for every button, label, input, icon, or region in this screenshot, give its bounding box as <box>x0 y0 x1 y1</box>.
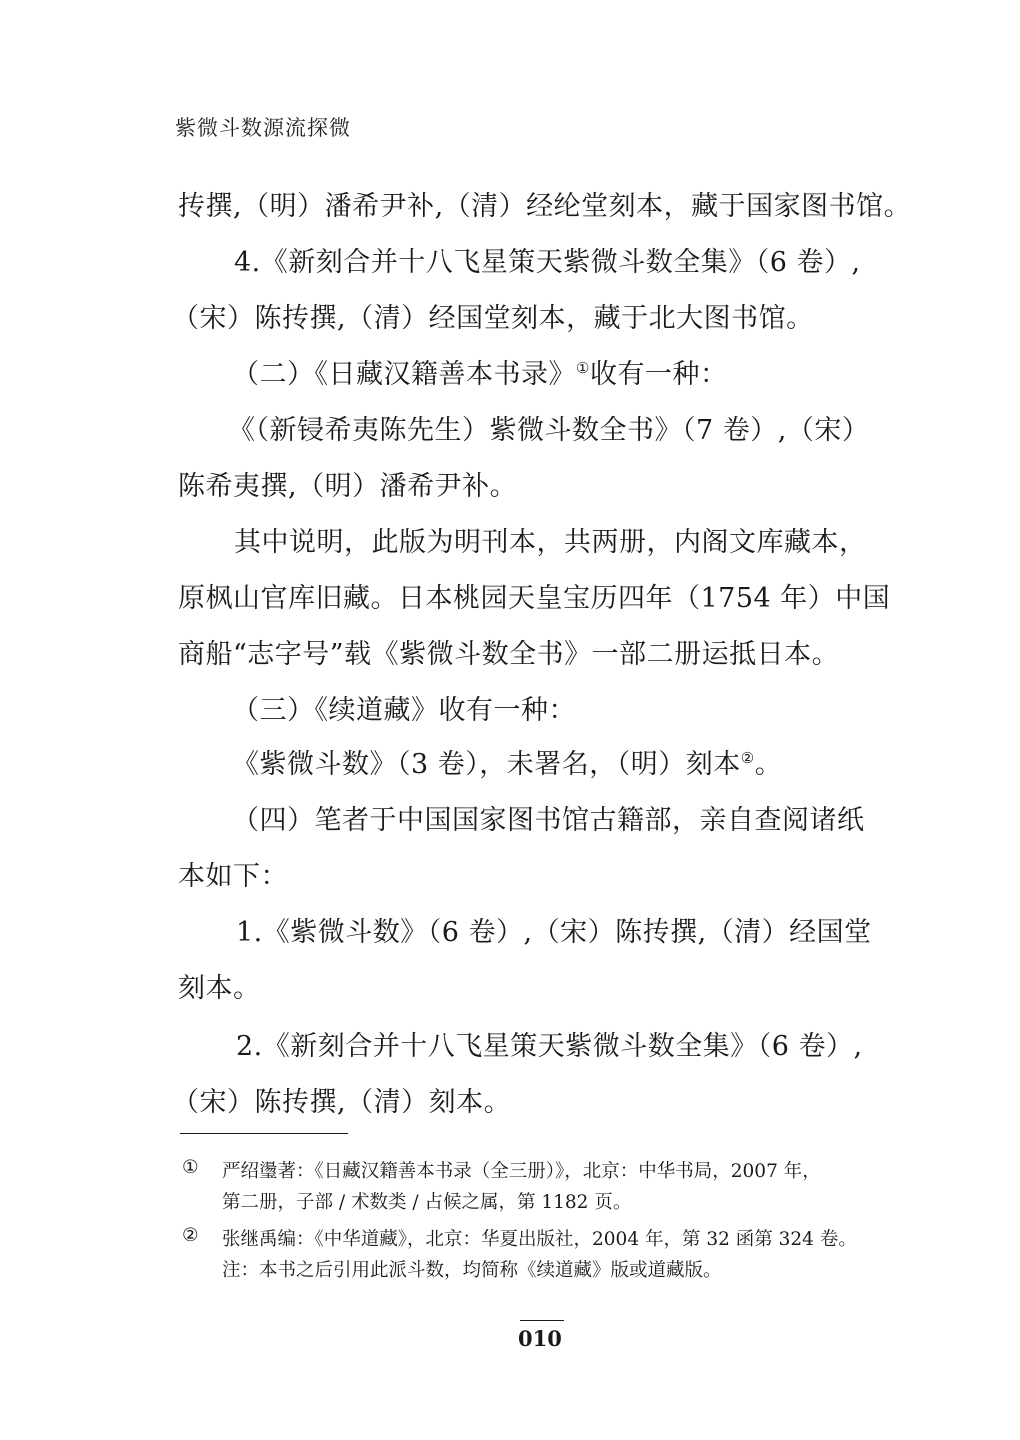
footnote-1-line-1: 严绍璗著：《日藏汉籍善本书录（全三册）》，北京：中华书局，2007 年， <box>222 1161 821 1182</box>
footnote-1-line-2: 第二册，子部 / 术数类 / 占候之属，第 1182 页。 <box>222 1192 632 1213</box>
section-heading-4: （四）笔者于中国国家图书馆古籍部，亲自查阅诸纸 <box>232 805 865 836</box>
page-number: 010 <box>518 1326 562 1351</box>
body-line: 本如下： <box>178 861 288 892</box>
footnote-ref-2[interactable]: ② <box>740 749 755 767</box>
footnote-separator <box>180 1133 348 1134</box>
body-line: 1.《紫微斗数》（6 卷）,（宋）陈抟撰,（清）经国堂 <box>236 917 872 948</box>
body-line <box>232 742 782 781</box>
running-header: 紫微斗数源流探微 <box>175 116 351 140</box>
section-heading-2: （二）《日藏汉籍善本书录》 <box>232 359 576 390</box>
body-line: 刻本。 <box>178 973 261 1004</box>
body-line: （宋）陈抟撰,（清）刻本。 <box>172 1087 512 1118</box>
section-heading-3: （三）《续道藏》收有一种： <box>232 695 576 726</box>
footnote-mark-1: ① <box>182 1157 199 1178</box>
footnote-mark-2: ② <box>182 1225 199 1246</box>
footnote-2-line-2: 注：本书之后引用此派斗数，均简称《续道藏》版或道藏版。 <box>222 1260 722 1281</box>
body-line: 其中说明，此版为明刊本，共两册，内阁文库藏本， <box>234 527 867 558</box>
body-line: 《（新锓希夷陈先生）紫微斗数全书》（7 卷）,（宋） <box>228 415 870 446</box>
body-line: 陈希夷撰,（明）潘希尹补。 <box>178 471 518 502</box>
page-number-rule <box>520 1320 564 1321</box>
body-line: 原枫山官库旧藏。日本桃园天皇宝历四年（1754 年）中国 <box>178 583 891 614</box>
body-line: 4.《新刻合并十八飞星策天紫微斗数全集》（6 卷）, <box>234 247 861 278</box>
body-line: （宋）陈抟撰,（清）经国堂刻本，藏于北大图书馆。 <box>172 303 814 334</box>
footnote-ref-1[interactable]: ① <box>576 359 590 377</box>
body-line <box>232 352 727 391</box>
footnote-2-line-1: 张继禹编：《中华道藏》，北京：华夏出版社，2004 年，第 32 函第 324 卷。 <box>222 1229 857 1250</box>
body-line: 商船“志字号”载《紫微斗数全书》一部二册运抵日本。 <box>178 639 840 670</box>
section-heading-2-tail: 收有一种： <box>589 359 728 390</box>
body-line: 抟撰,（明）潘希尹补,（清）经纶堂刻本，藏于国家图书馆。 <box>178 191 912 222</box>
body-line: 2.《新刻合并十八飞星策天紫微斗数全集》（6 卷）, <box>236 1031 863 1062</box>
daozang-entry-end: 。 <box>754 749 783 780</box>
daozang-entry: 《紫微斗数》（3 卷），未署名，（明）刻本 <box>232 749 741 780</box>
